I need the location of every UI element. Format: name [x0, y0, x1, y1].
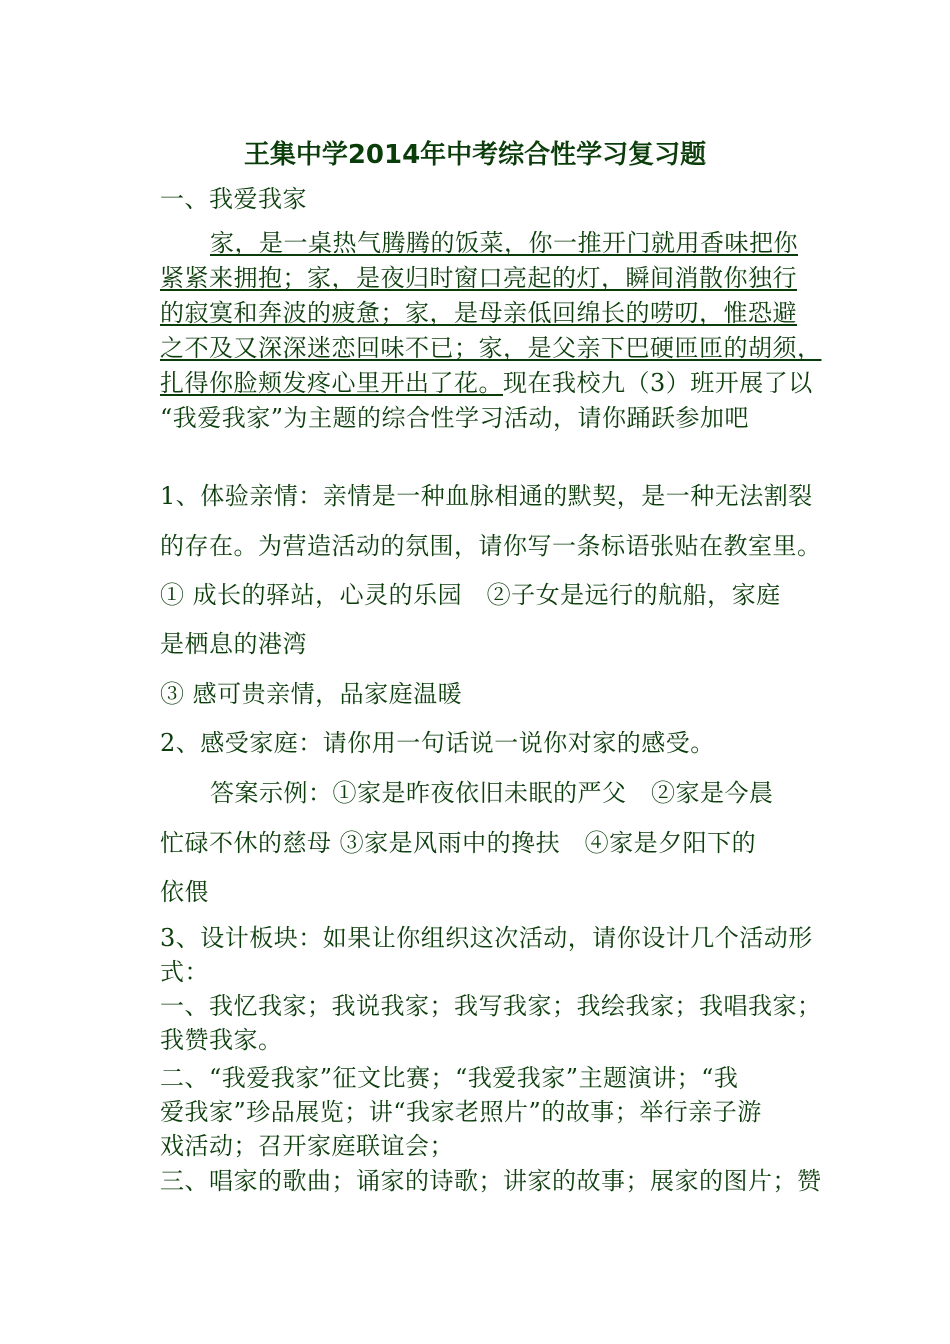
q1-line-1: 1、体验亲情：亲情是一种血脉相通的默契，是一种无法割裂 [160, 482, 813, 510]
section-heading: 一、我爱我家 [160, 185, 307, 213]
intro-line-5 [160, 368, 813, 398]
q2-answer-1: 答案示例：①家是昨夜依旧未眠的严父 ②家是今晨 [210, 779, 774, 807]
q2-line-1: 2、感受家庭：请你用一句话说一说你对家的感受。 [160, 729, 715, 757]
q3-line-1: 3、设计板块：如果让你组织这次活动，请你设计几个活动形 [160, 924, 813, 952]
intro-line-2: 紧紧来拥抱；家，是夜归时窗口亮起的灯，瞬间消散你独行 [160, 264, 797, 292]
q3-option-2b: 爱我家”珍品展览；讲“我家老照片”的故事；举行亲子游 [160, 1098, 762, 1126]
intro-line-5-rest: 现在我校九（3）班开展了以 [503, 369, 813, 397]
q1-line-2: 的存在。为营造活动的氛围，请你写一条标语张贴在教室里。 [160, 532, 822, 560]
q3-option-1b: 我赞我家。 [160, 1026, 283, 1054]
q3-option-2c: 戏活动；召开家庭联谊会； [160, 1132, 454, 1160]
q3-option-1a: 一、我忆我家；我说我家；我写我家；我绘我家；我唱我家； [160, 992, 822, 1020]
intro-line-1: 家，是一桌热气腾腾的饭菜，你一推开门就用香味把你 [210, 229, 798, 257]
intro-line-4: 之不及又深深迷恋回味不已；家，是父亲下巴硬匝匝的胡须， [160, 334, 822, 362]
q1-answer-1: ① 成长的驿站，心灵的乐园 ②子女是远行的航船，家庭 [160, 581, 781, 609]
intro-line-6: “我爱我家”为主题的综合性学习活动，请你踊跃参加吧 [160, 404, 750, 432]
page-title: 王集中学2014年中考综合性学习复习题 [243, 140, 707, 170]
q2-answer-3: 依偎 [160, 878, 209, 906]
q1-answer-1-cont: 是栖息的港湾 [160, 630, 307, 658]
q3-option-3a: 三、唱家的歌曲；诵家的诗歌；讲家的故事；展家的图片；赞 [160, 1167, 822, 1195]
intro-line-5-underlined: 扎得你脸颊发疼心里开出了花。 [160, 369, 503, 397]
q2-answer-2: 忙碌不休的慈母 ③家是风雨中的搀扶 ④家是夕阳下的 [160, 829, 757, 857]
q3-line-2: 式： [160, 958, 209, 986]
q1-answer-3: ③ 感可贵亲情，品家庭温暖 [160, 680, 463, 708]
q3-option-2a: 二、“我爱我家”征文比赛；“我爱我家”主题演讲；“我 [160, 1064, 739, 1092]
intro-line-3: 的寂寞和奔波的疲惫；家，是母亲低回绵长的唠叨，惟恐避 [160, 299, 797, 327]
